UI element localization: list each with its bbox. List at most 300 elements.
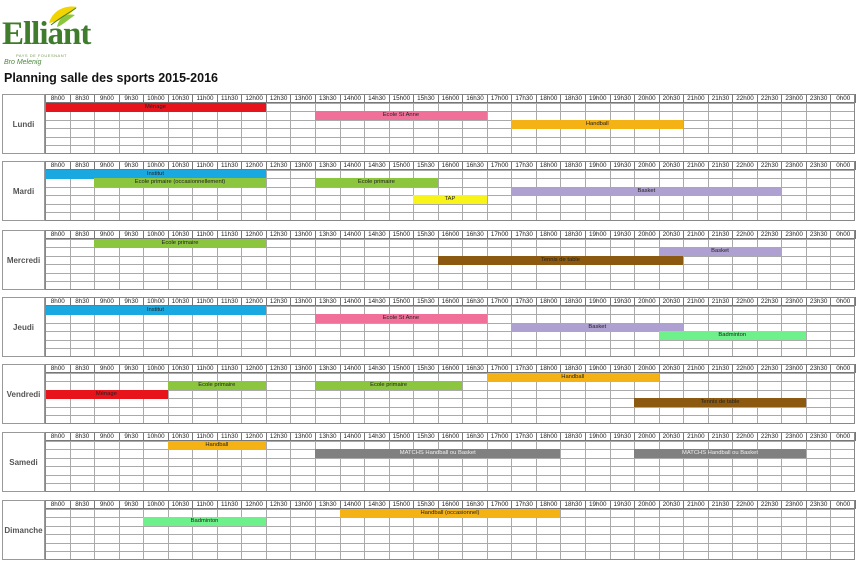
grid-cell: [536, 264, 561, 273]
grid-cell: [830, 534, 855, 543]
time-header: 17h00: [487, 230, 513, 239]
grid-cell: [340, 247, 365, 256]
time-header: 8h00: [45, 297, 71, 306]
grid-cell: [585, 390, 610, 399]
grid-cell: [315, 373, 340, 382]
grid-cell: [119, 264, 144, 273]
event-bar: Basket: [511, 323, 683, 332]
time-header: 21h00: [683, 230, 709, 239]
grid-cell: [585, 551, 610, 560]
time-header: 20h00: [634, 297, 660, 306]
grid-cell: [536, 398, 561, 407]
grid-cell: [143, 340, 168, 349]
grid-cell: [708, 458, 733, 467]
grid-cell: [830, 187, 855, 196]
grid-cell: [340, 398, 365, 407]
grid-cell: [315, 323, 340, 332]
grid-cell: [143, 314, 168, 323]
grid-cell: [536, 526, 561, 535]
grid-cell: [757, 314, 782, 323]
grid-cell: [806, 137, 831, 146]
grid-cell: [585, 543, 610, 552]
grid-cell: [757, 145, 782, 154]
grid-cell: [511, 381, 536, 390]
grid-cell: [462, 187, 487, 196]
time-header: 22h30: [757, 94, 783, 103]
time-header: 21h30: [708, 94, 734, 103]
grid-cell: [560, 204, 585, 213]
grid-cell: [757, 458, 782, 467]
grid-cell: [241, 331, 266, 340]
time-header: 9h30: [119, 94, 145, 103]
time-header: 8h00: [45, 364, 71, 373]
grid-cell: [806, 407, 831, 416]
grid-cell: [266, 178, 291, 187]
grid-cell: [266, 120, 291, 129]
grid-cell: [217, 195, 242, 204]
grid-cell: [757, 273, 782, 282]
event-bar: TAP: [413, 195, 487, 204]
grid-cell: [806, 111, 831, 120]
grid-cell: [192, 247, 217, 256]
grid-cell: [683, 306, 708, 315]
grid-cell: [438, 373, 463, 382]
grid-cell: [560, 509, 585, 518]
grid-cell: [732, 441, 757, 450]
grid-cell: [487, 128, 512, 137]
grid-cell: [119, 466, 144, 475]
time-header: 14h30: [364, 161, 390, 170]
grid-cell: [315, 475, 340, 484]
grid-cell: [781, 120, 806, 129]
grid-cell: [708, 120, 733, 129]
grid-cell: [462, 340, 487, 349]
grid-cell: [757, 195, 782, 204]
grid-cell: [290, 458, 315, 467]
grid-cell: [536, 145, 561, 154]
grid-cell: [634, 137, 659, 146]
grid-cell: [45, 323, 70, 332]
grid-cell: [830, 137, 855, 146]
event-bar: Ménage: [45, 103, 266, 112]
time-header: 15h00: [389, 432, 415, 441]
grid-cell: [266, 273, 291, 282]
grid-cell: [217, 466, 242, 475]
grid-cell: [217, 415, 242, 424]
grid-cell: [266, 373, 291, 382]
grid-cell: [241, 128, 266, 137]
grid-cell: [168, 314, 193, 323]
grid-cell: [462, 306, 487, 315]
grid-cell: [511, 111, 536, 120]
elliant-logo: [2, 2, 112, 68]
grid-cell: [340, 128, 365, 137]
grid-cell: [511, 178, 536, 187]
grid-cell: [511, 415, 536, 424]
time-header: 16h00: [438, 297, 464, 306]
grid-cell: [781, 390, 806, 399]
grid-cell: [315, 128, 340, 137]
grid-cell: [413, 170, 438, 179]
grid-cell: [413, 551, 438, 560]
time-header: 15h30: [413, 297, 439, 306]
time-header: 12h30: [266, 94, 292, 103]
grid-cell: [757, 128, 782, 137]
grid-cell: [340, 103, 365, 112]
grid-cell: [290, 239, 315, 248]
grid-cell: [389, 390, 414, 399]
grid-cell: [683, 323, 708, 332]
grid-cell: [462, 534, 487, 543]
grid-cell: [266, 281, 291, 290]
time-header: 17h00: [487, 364, 513, 373]
grid-cell: [241, 534, 266, 543]
grid-cell: [462, 103, 487, 112]
grid-cell: [168, 137, 193, 146]
grid-cell: [119, 323, 144, 332]
grid-cell: [536, 551, 561, 560]
grid-cell: [119, 348, 144, 357]
time-header: 17h00: [487, 94, 513, 103]
grid-cell: [45, 247, 70, 256]
grid-cell: [119, 145, 144, 154]
grid-cell: [192, 187, 217, 196]
grid-cell: [192, 340, 217, 349]
time-header: 14h00: [340, 161, 366, 170]
grid-cell: [340, 281, 365, 290]
time-header: 18h00: [536, 364, 562, 373]
grid-cell: [290, 551, 315, 560]
grid-cell: [315, 398, 340, 407]
grid-cell: [143, 331, 168, 340]
grid-cell: [217, 543, 242, 552]
time-header: 9h30: [119, 500, 145, 509]
grid-cell: [806, 466, 831, 475]
time-header: 18h00: [536, 500, 562, 509]
time-header: 19h00: [585, 94, 611, 103]
grid-cell: [610, 314, 635, 323]
event-bar: Badminton: [659, 331, 806, 340]
grid-cell: [487, 247, 512, 256]
grid-cell: [217, 111, 242, 120]
grid-cell: [511, 137, 536, 146]
day-label: Jeudi: [2, 297, 45, 357]
grid-cell: [683, 441, 708, 450]
grid-cell: [536, 111, 561, 120]
grid-cell: [70, 247, 95, 256]
grid-cell: [610, 475, 635, 484]
time-header: 12h30: [266, 364, 292, 373]
grid-cell: [487, 407, 512, 416]
grid-cell: [511, 543, 536, 552]
grid-cell: [610, 212, 635, 221]
grid-cell: [659, 178, 684, 187]
grid-cell: [511, 128, 536, 137]
event-bar: MATCHS Handball ou Basket: [315, 449, 560, 458]
grid-cell: [217, 145, 242, 154]
time-header: 21h30: [708, 500, 734, 509]
grid-cell: [732, 340, 757, 349]
time-header: 14h00: [340, 297, 366, 306]
grid-cell: [438, 398, 463, 407]
grid-cell: [413, 441, 438, 450]
grid-cell: [438, 526, 463, 535]
grid-cell: [94, 458, 119, 467]
grid-cell: [45, 204, 70, 213]
grid-cell: [462, 483, 487, 492]
grid-cell: [413, 247, 438, 256]
grid-cell: [830, 373, 855, 382]
grid-cell: [487, 331, 512, 340]
grid-cell: [536, 415, 561, 424]
grid-cell: [511, 281, 536, 290]
grid-cell: [364, 517, 389, 526]
time-header: 23h30: [806, 230, 832, 239]
page-title: Planning salle des sports 2015-2016: [4, 71, 218, 85]
grid-cell: [438, 120, 463, 129]
grid-cell: [290, 331, 315, 340]
grid-cell: [634, 407, 659, 416]
time-header: 18h30: [560, 230, 586, 239]
time-header: 22h00: [732, 230, 758, 239]
time-header: 11h00: [192, 364, 218, 373]
day-label: Mercredi: [2, 230, 45, 290]
grid-cell: [757, 281, 782, 290]
grid-cell: [45, 348, 70, 357]
grid-cell: [560, 441, 585, 450]
time-header: 10h00: [143, 297, 169, 306]
grid-cell: [585, 407, 610, 416]
grid-cell: [634, 458, 659, 467]
grid-cell: [438, 441, 463, 450]
grid-cell: [634, 441, 659, 450]
grid-cell: [45, 281, 70, 290]
grid-cell: [119, 517, 144, 526]
day-label: Mardi: [2, 161, 45, 221]
grid-cell: [389, 441, 414, 450]
grid-cell: [192, 449, 217, 458]
time-header: 9h30: [119, 161, 145, 170]
grid-cell: [732, 281, 757, 290]
grid-cell: [266, 517, 291, 526]
time-header: 10h30: [168, 432, 194, 441]
grid-cell: [634, 273, 659, 282]
event-bar: Handball: [487, 373, 659, 382]
grid-cell: [634, 517, 659, 526]
grid-cell: [585, 170, 610, 179]
grid-cell: [610, 441, 635, 450]
grid-cell: [830, 128, 855, 137]
grid-cell: [143, 264, 168, 273]
time-header: 18h30: [560, 364, 586, 373]
grid-cell: [192, 331, 217, 340]
time-header: 13h00: [290, 500, 316, 509]
grid-cell: [119, 509, 144, 518]
grid-cell: [560, 331, 585, 340]
time-header: 9h30: [119, 364, 145, 373]
grid-cell: [781, 466, 806, 475]
time-header: 15h30: [413, 364, 439, 373]
grid-cell: [536, 239, 561, 248]
time-header: 13h30: [315, 161, 341, 170]
grid-cell: [487, 187, 512, 196]
grid-cell: [315, 331, 340, 340]
grid-cell: [192, 551, 217, 560]
grid-cell: [732, 323, 757, 332]
grid-cell: [806, 543, 831, 552]
grid-cell: [389, 306, 414, 315]
time-header: 9h00: [94, 230, 120, 239]
day-block: [2, 94, 855, 154]
time-header: 21h00: [683, 161, 709, 170]
grid-cell: [94, 441, 119, 450]
grid-cell: [830, 543, 855, 552]
grid-cell: [241, 449, 266, 458]
grid-cell: [168, 390, 193, 399]
grid-cell: [659, 551, 684, 560]
time-header: 20h30: [659, 364, 685, 373]
grid-cell: [389, 128, 414, 137]
grid-cell: [536, 212, 561, 221]
grid-cell: [806, 247, 831, 256]
time-header: 22h00: [732, 432, 758, 441]
grid-cell: [94, 195, 119, 204]
grid-cell: [45, 407, 70, 416]
grid-cell: [487, 103, 512, 112]
grid-cell: [438, 534, 463, 543]
grid-cell: [315, 145, 340, 154]
grid-cell: [168, 273, 193, 282]
grid-cell: [241, 187, 266, 196]
grid-cell: [217, 475, 242, 484]
grid-cell: [438, 128, 463, 137]
time-header: 15h30: [413, 500, 439, 509]
grid-cell: [70, 256, 95, 265]
grid-cell: [806, 145, 831, 154]
day-block: [2, 230, 855, 290]
time-header: 22h30: [757, 230, 783, 239]
grid-cell: [70, 264, 95, 273]
grid-cell: [560, 170, 585, 179]
time-header: 11h30: [217, 432, 243, 441]
grid-cell: [757, 306, 782, 315]
grid-cell: [683, 458, 708, 467]
grid-cell: [610, 466, 635, 475]
grid-cell: [413, 273, 438, 282]
grid-cell: [70, 381, 95, 390]
grid-cell: [340, 212, 365, 221]
grid-cell: [487, 381, 512, 390]
grid-cell: [708, 111, 733, 120]
grid-cell: [315, 103, 340, 112]
grid-cell: [757, 111, 782, 120]
grid-cell: [806, 187, 831, 196]
grid-cell: [45, 273, 70, 282]
grid-cell: [315, 526, 340, 535]
grid-cell: [364, 475, 389, 484]
grid-cell: [830, 381, 855, 390]
time-header: 21h30: [708, 230, 734, 239]
grid-cell: [659, 348, 684, 357]
grid-cell: [45, 195, 70, 204]
grid-cell: [536, 281, 561, 290]
grid-cell: [757, 526, 782, 535]
grid-cell: [634, 212, 659, 221]
grid-cell: [560, 517, 585, 526]
time-header: 21h30: [708, 161, 734, 170]
grid-cell: [487, 340, 512, 349]
time-header: 10h00: [143, 364, 169, 373]
grid-cell: [634, 204, 659, 213]
grid-cell: [290, 212, 315, 221]
grid-cell: [732, 212, 757, 221]
grid-cell: [560, 195, 585, 204]
grid-cell: [683, 534, 708, 543]
grid-cell: [217, 247, 242, 256]
grid-cell: [340, 120, 365, 129]
grid-cell: [413, 373, 438, 382]
time-header: 9h00: [94, 364, 120, 373]
grid-cell: [781, 170, 806, 179]
grid-cell: [560, 128, 585, 137]
time-header: 20h00: [634, 500, 660, 509]
grid-cell: [94, 187, 119, 196]
time-header: 10h30: [168, 500, 194, 509]
grid-cell: [168, 111, 193, 120]
grid-cell: [560, 314, 585, 323]
grid-cell: [266, 256, 291, 265]
grid-cell: [143, 195, 168, 204]
grid-cell: [413, 128, 438, 137]
grid-cell: [143, 373, 168, 382]
time-header: 18h00: [536, 161, 562, 170]
time-header: 18h30: [560, 432, 586, 441]
grid-cell: [119, 195, 144, 204]
time-header: 0h00: [830, 161, 856, 170]
grid-cell: [757, 212, 782, 221]
grid-cell: [94, 111, 119, 120]
grid-cell: [315, 543, 340, 552]
time-header: 8h00: [45, 94, 71, 103]
grid-cell: [389, 120, 414, 129]
grid-cell: [364, 212, 389, 221]
grid-cell: [315, 195, 340, 204]
grid-cell: [708, 340, 733, 349]
grid-cell: [241, 340, 266, 349]
time-header: 15h00: [389, 297, 415, 306]
grid-cell: [683, 543, 708, 552]
grid-cell: [70, 145, 95, 154]
grid-cell: [585, 458, 610, 467]
grid-cell: [511, 247, 536, 256]
grid-cell: [806, 526, 831, 535]
grid-cell: [487, 111, 512, 120]
grid-cell: [94, 145, 119, 154]
grid-cell: [364, 137, 389, 146]
grid-cell: [462, 128, 487, 137]
grid-cell: [732, 517, 757, 526]
grid-cell: [610, 128, 635, 137]
grid-cell: [708, 381, 733, 390]
grid-cell: [806, 331, 831, 340]
grid-cell: [192, 458, 217, 467]
grid-cell: [70, 281, 95, 290]
grid-cell: [634, 381, 659, 390]
grid-cell: [585, 281, 610, 290]
grid-cell: [45, 483, 70, 492]
grid-cell: [536, 204, 561, 213]
grid-cell: [315, 170, 340, 179]
